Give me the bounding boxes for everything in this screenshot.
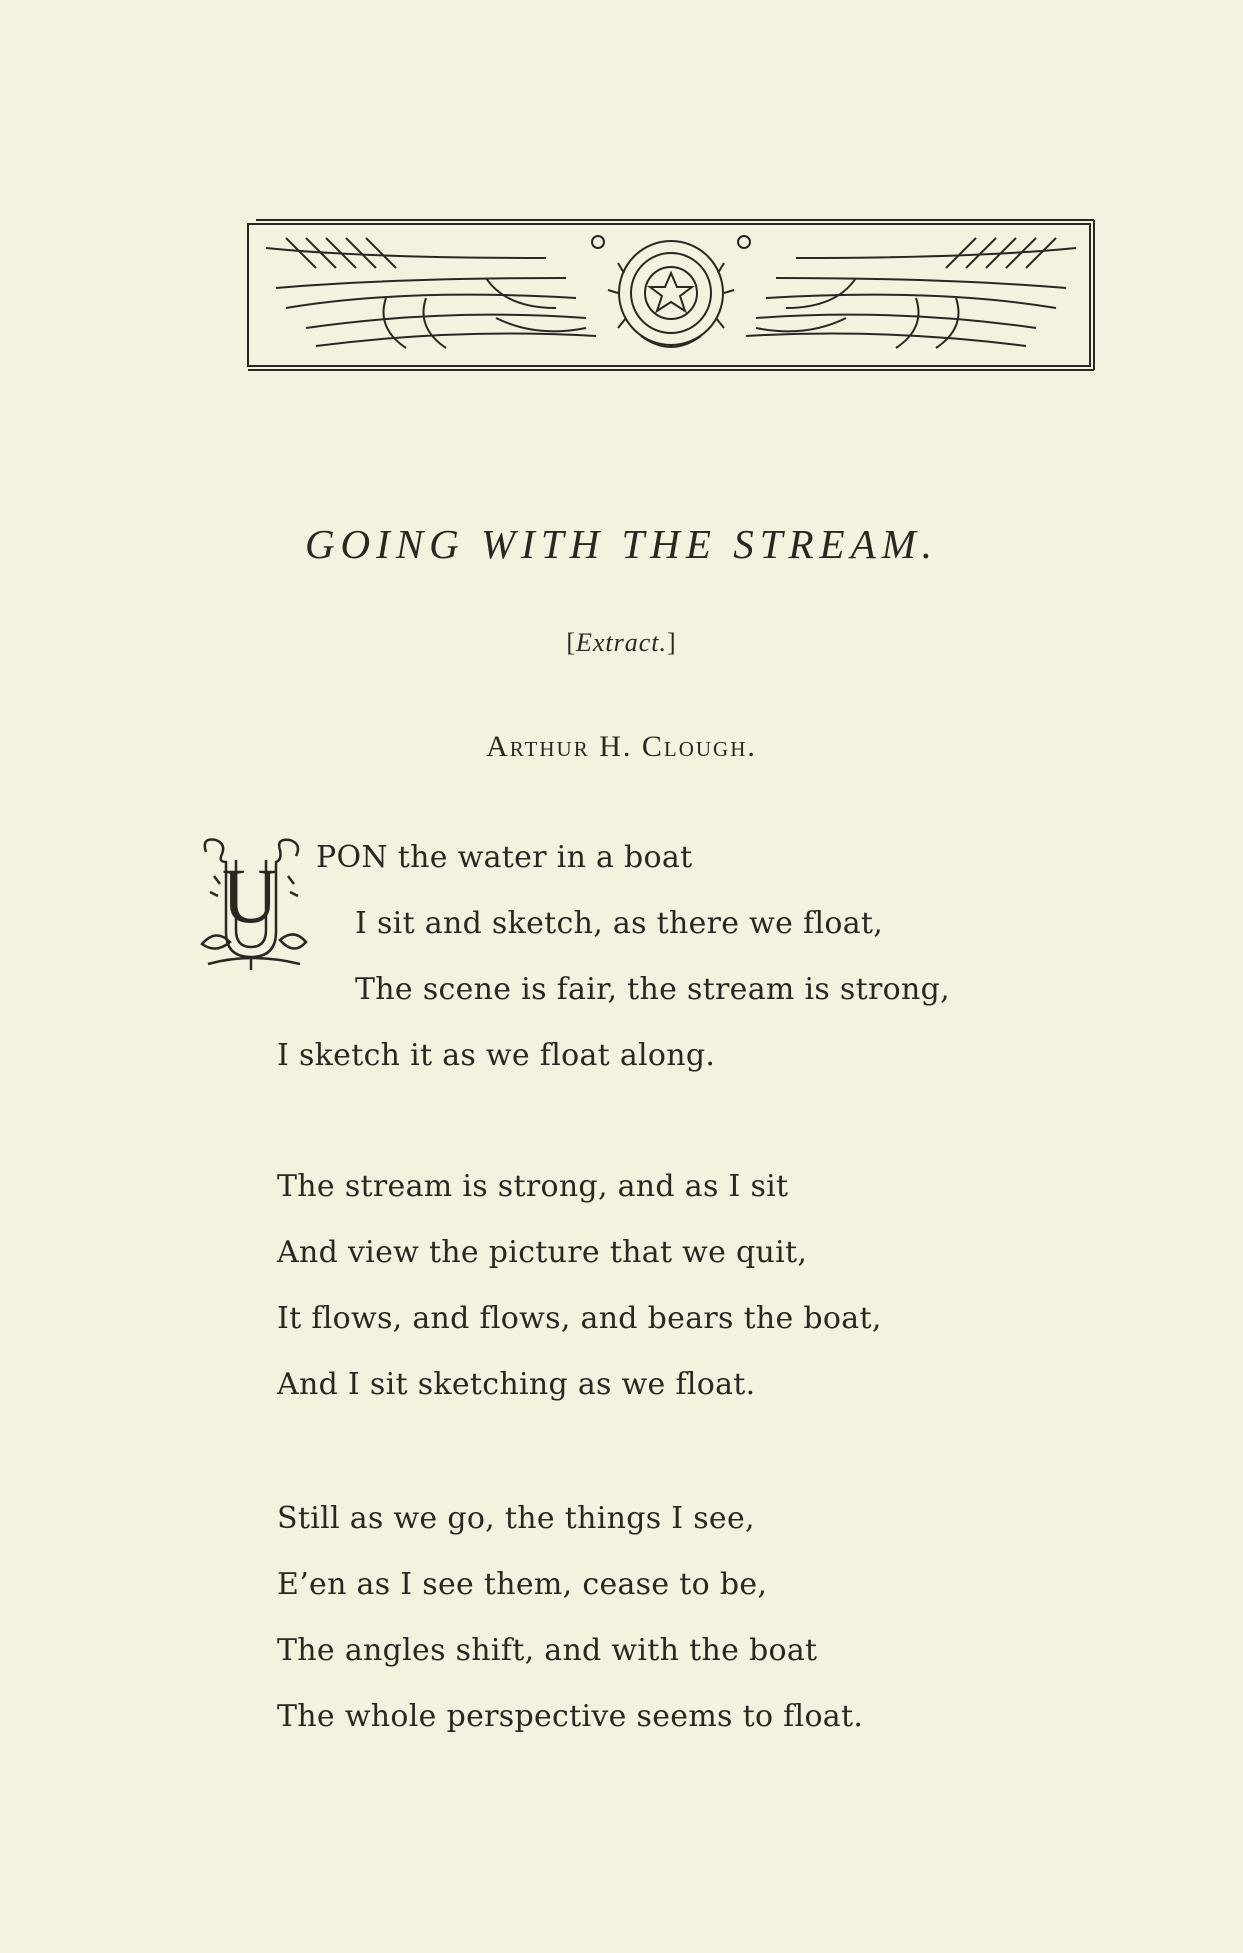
poem-line-2-1: The stream is strong, and as I sit xyxy=(277,1169,789,1204)
poem-line-2-4: And I sit sketching as we float. xyxy=(277,1367,756,1402)
poem-line-1-1: PON the water in a boat xyxy=(316,840,693,875)
poem-line-3-4: The whole perspective seems to float. xyxy=(277,1699,864,1734)
poem-line-3-1: Still as we go, the things I see, xyxy=(277,1501,755,1536)
poem-title: GOING WITH THE STREAM. xyxy=(304,521,939,567)
poem-line-2-3: It flows, and flows, and bears the boat, xyxy=(277,1301,882,1336)
subtitle-open-bracket: [ xyxy=(566,628,576,657)
poem-line-2-2: And view the picture that we quit, xyxy=(277,1235,808,1270)
decorative-headpiece-icon xyxy=(246,218,1096,373)
drop-cap-initial-icon xyxy=(196,832,314,972)
poem-line-1-4: I sketch it as we float along. xyxy=(277,1038,716,1073)
poem-line-1-3: The scene is fair, the stream is strong, xyxy=(355,972,950,1007)
subtitle-close-bracket: ] xyxy=(667,628,677,657)
poem-subtitle xyxy=(0,628,1243,658)
drop-cap-letter: U xyxy=(221,852,279,939)
subtitle-text: Extract. xyxy=(575,628,668,657)
poem-line-3-3: The angles shift, and with the boat xyxy=(277,1633,818,1668)
poem-line-1-2: I sit and sketch, as there we float, xyxy=(355,906,884,941)
poem-author: Arthur H. Clough. xyxy=(486,730,757,763)
poem-line-3-2: E’en as I see them, cease to be, xyxy=(277,1567,768,1602)
